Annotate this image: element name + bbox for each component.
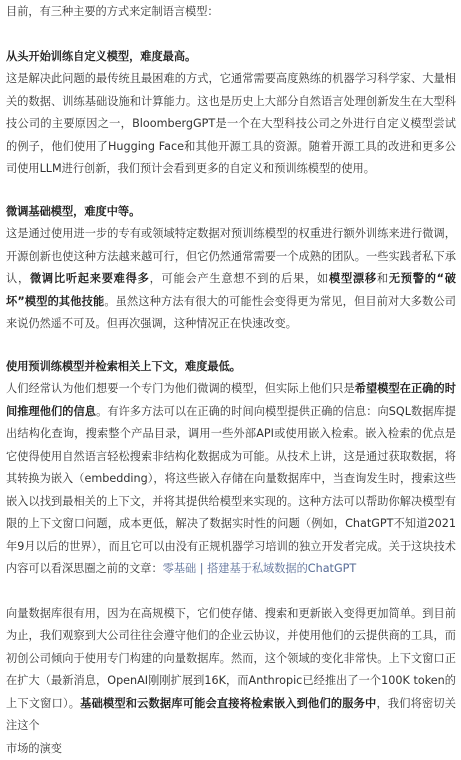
section-2-body xyxy=(6,223,456,336)
spacer xyxy=(6,24,456,46)
section-2-bold-3: 无预警的“破坏”模型的其他技能 xyxy=(6,272,456,308)
section-3-heading: 使用预训练模型并检索相关上下文，难度最低。 xyxy=(6,356,456,379)
section-2-heading: 微调基础模型，难度中等。 xyxy=(6,201,456,224)
section-3-text-1: 人们经常认为他们想要一个专门为他们微调的模型，但实际上他们只是 xyxy=(6,382,355,395)
section-4-body xyxy=(6,603,456,738)
section-3-text-2: 。有许多方法可以在正确的时间向模型提供正确的信息：向SQL数据库提出结构化查询，搜索整个产品目录，调用一些外部API或使用嵌入检索。嵌入检索的优点是它使得使用自然语言轻松搜索非结构化数据成为可能。从技术上讲，这是通过获取数据，将其转换为嵌入（embedding），将这些嵌入存储在向量数据库中，当查询发生时，搜索这些嵌入以找到最相关的上下文，并将其提供给模型来实现的。这种方法可以帮助你解决模型有限的上下文窗口问题，成本更低，解决了数据实时性的问题（例如，ChatGPT不知道2021年9月以后的世界），而且它可以由没有正规机器学习培训的独立开发者完成。关于这块技术内容可以看深思圈之前的文章： xyxy=(6,405,456,576)
section-3-body xyxy=(6,378,456,581)
section-2-bold-1: 微调比听起来要难得多 xyxy=(30,272,150,285)
section-1-heading: 从头开始训练自定义模型，难度最高。 xyxy=(6,46,456,69)
link-separator: | xyxy=(196,562,207,575)
section-1-body: 这是解决此问题的最传统且最困难的方式，它通常需要高度熟练的机器学习科学家、大量相关的数据、训练基础设施和计算能力。这也是历史上大部分自然语言处理创新发生在大型科技公司的主要原因之一，BloombergGPT是一个在大型科技公司之外进行自定义模型尝试的例子，他们使用了Hugging Face和其他开源工具的资源。随着开源工具的改进和更多公司使用LLM进行创新，我们预计会看到更多的自定义和预训练模型的使用。 xyxy=(6,68,456,181)
section-4-text-2: ，我们将密切关注这个 xyxy=(6,697,456,733)
section-2-text-1: 这是通过使用进一步的专有或领域特定数据对预训练模型的权重进行额外训练来进行微调，开源创新也使这种方法越来越可行，但它仍然通常需要一个成熟的团队。一些实践者私下承认， xyxy=(6,227,456,285)
intro-text: 目前，有三种主要的方式来定制语言模型： xyxy=(6,1,456,24)
section-2-text-3: 和 xyxy=(377,272,389,285)
article-link-zero-basics[interactable]: 零基础 xyxy=(163,562,197,575)
section-4-bold-1: 基础模型和云数据库可能会直接将检索嵌入到他们的服务中 xyxy=(80,697,376,710)
section-2-text-4: 。虽然这种方法有很大的可能性会变得更为常见，但目前对大多数公司来说仍然遥不可及。但再次强调，这种情况正在快速改变。 xyxy=(6,295,456,331)
section-4-clipped-text: 市场的演变 xyxy=(6,738,456,760)
section-2-text-2: ，可能会产生意想不到的后果，如 xyxy=(150,272,329,285)
section-3-bold-1: 希望模型在正确的时间推理他们的信息 xyxy=(6,382,456,418)
spacer xyxy=(6,336,456,356)
spacer xyxy=(6,581,456,603)
spacer xyxy=(6,181,456,201)
section-2-bold-2: 模型漂移 xyxy=(329,272,377,285)
clipped-line xyxy=(6,738,456,748)
section-4-text-1: 向量数据库很有用，因为在高规模下，它们使存储、搜索和更新嵌入变得更加简单。到目前为止，我们观察到大公司往往会遵守他们的企业云协议，并使用他们的云提供商的工具，而初创公司倾向于使用专门构建的向量数据库。然而，这个领域的变化非常快。上下文窗口正在扩大（最新消息，OpenAI刚刚扩展到16K，而Anthropic已经推出了一个100K token的上下文窗口）。 xyxy=(6,607,456,710)
article-body xyxy=(6,0,456,748)
article-link-private-chatgpt[interactable]: 搭建基于私域数据的ChatGPT xyxy=(207,562,356,575)
